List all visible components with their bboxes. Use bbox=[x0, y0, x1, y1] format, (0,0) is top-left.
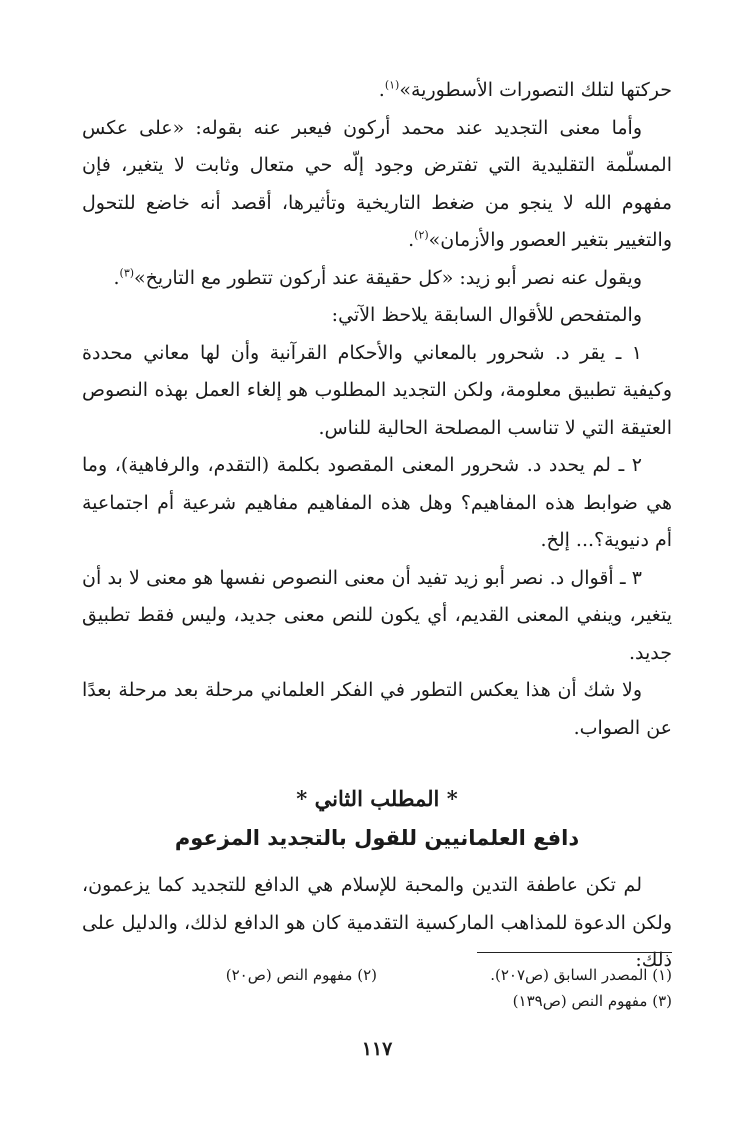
section-title: * المطلب الثاني * bbox=[296, 786, 458, 811]
closing-paragraph: لم تكن عاطفة التدين والمحبة للإسلام هي الدافع للتجديد كما يزعمون، ولكن الدعوة للمذاهب الماركسية التقدمية كان هو الدافع لذلك، والدليل على ذلك: bbox=[82, 874, 672, 971]
paragraph-3: ويقول عنه نصر أبو زيد: «كل حقيقة عند أركون تتطور مع التاريخ»$^{(٣)}$. bbox=[113, 266, 642, 289]
footnote-2: (٢) مفهوم النص (ص٢٠) bbox=[225, 966, 377, 984]
footnote-ref-3[interactable]: (٣) bbox=[119, 266, 135, 280]
list-item-1: ١ ـ يقر د. شحرور بالمعاني والأحكام القرآنية وأن لها معاني محددة وكيفية تطبيق معلومة، ولكن التجديد المطلوب هو إلغاء العمل بهذه النصوص العتيقة التي لا تناسب المصلحة الحالية للناس. bbox=[82, 341, 672, 439]
footnote-separator bbox=[477, 952, 672, 953]
paragraph-1: حركتها لتلك التصورات الأسطورية»$^{(١)}$. bbox=[378, 78, 672, 101]
footnote-1: (١) المصدر السابق (ص٢٠٧). bbox=[490, 966, 672, 984]
page-number: ١١٧ bbox=[361, 1038, 393, 1060]
paragraph-4: والمتفحص للأقوال السابقة يلاحظ الآتي: bbox=[331, 304, 642, 326]
list-item-2: ٢ ـ لم يحدد د. شحرور المعنى المقصود بكلمة (التقدم، والرفاهية)، وما هي ضوابط هذه المفاهيم؟ وهل هذه المفاهيم مفاهيم شرعية أم اجتماعية أم دنيوية؟... إلخ. bbox=[82, 454, 672, 551]
list-item-3: ٣ ـ أقوال د. نصر أبو زيد تفيد أن معنى النصوص نفسها هو معنى لا بد أن يتغير، وينفي المعنى القديم، أي يكون للنص معنى جديد، وليس فقط تطبيق جديد. bbox=[82, 566, 672, 664]
paragraph-2: وأما معنى التجديد عند محمد أركون فيعبر عنه بقوله: «على عكس المسلّمة التقليدية التي تفترض وجود إلّه حي متعال وثابت لا يتغير، فإن مفهوم الله لا ينجو من ضغط التاريخية وتأثيرها، أقصد أنه خاضع للتحول والتغيير بتغير العصور والأزمان»$^{(٢)}$. bbox=[82, 116, 672, 251]
footnotes bbox=[82, 962, 672, 1014]
footnote-ref-2[interactable]: (٢) bbox=[414, 228, 429, 242]
footnote-row bbox=[82, 988, 672, 1014]
footnote-3: (٣) مفهوم النص (ص١٣٩) bbox=[512, 992, 672, 1010]
footnote-row bbox=[82, 962, 672, 988]
section-subtitle: دافع العلمانيين للقول بالتجديد المزعوم bbox=[174, 826, 580, 850]
footnote-ref-1[interactable]: (١) bbox=[384, 78, 400, 92]
paragraph-conclusion: ولا شك أن هذا يعكس التطور في الفكر العلماني مرحلة بعد مرحلة بعدًا عن الصواب. bbox=[82, 679, 672, 739]
